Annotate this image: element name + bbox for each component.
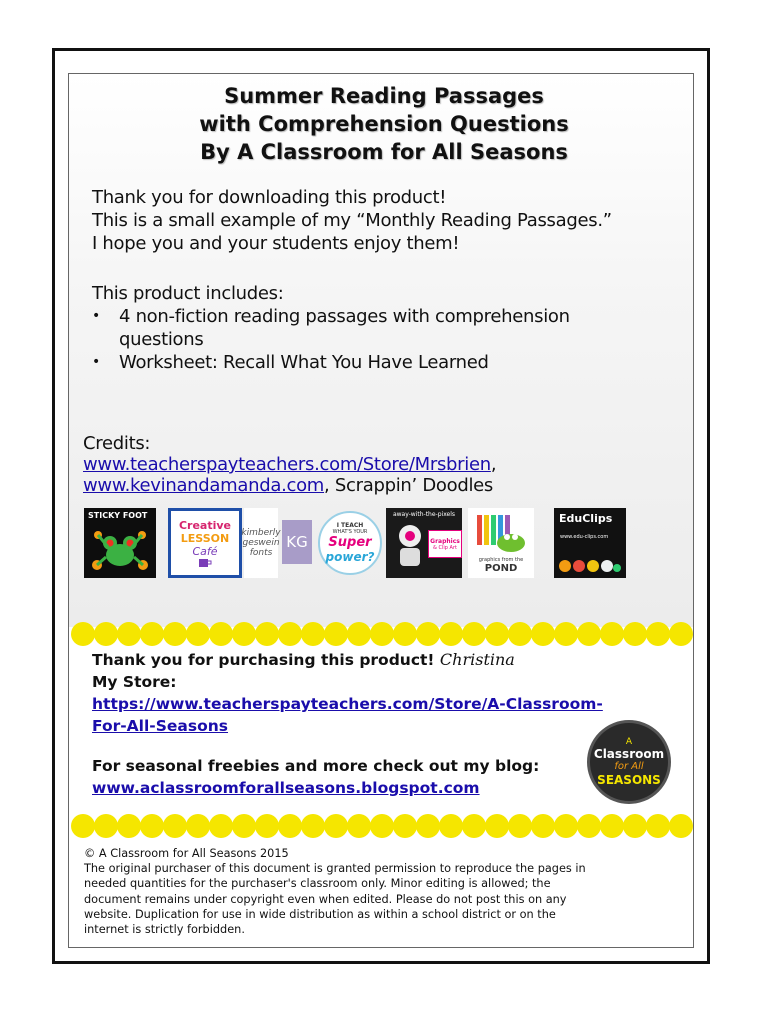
yellow-dot [577, 622, 601, 646]
yellow-dot [485, 814, 509, 838]
seal-line-3: for All [614, 761, 644, 772]
superpower-logo-line-3: Super [328, 535, 372, 550]
logo-superpower [318, 511, 382, 575]
title-line-1: Summer Reading Passages [224, 84, 544, 108]
yellow-dot [646, 622, 670, 646]
creative-lesson-logo-word-2: LESSON [180, 531, 230, 545]
product-includes [92, 282, 692, 374]
superpower-logo-line-4: power? [325, 550, 375, 564]
legal-line-5: internet is strictly forbidden. [84, 923, 245, 937]
yellow-dot-border-bottom [69, 814, 693, 838]
kimberly-logo-line-3: fonts [249, 548, 273, 558]
yellow-dot [117, 622, 141, 646]
yellow-dot [255, 622, 279, 646]
yellow-dot [393, 814, 417, 838]
document-title [34, 82, 734, 166]
yellow-dot-border-top [69, 622, 693, 646]
pixels-logo-line-2: Graphics [430, 537, 460, 545]
yellow-dot [347, 814, 371, 838]
credits-link-kevinandamanda[interactable]: www.kevinandamanda.com [83, 475, 325, 496]
seal-line-4: SEASONS [597, 773, 661, 787]
includes-list [92, 305, 692, 374]
signature-christina: Christina [439, 650, 515, 669]
logo-graphics-from-the-pond [468, 508, 534, 578]
creative-lesson-logo-word-3: Café [192, 544, 218, 558]
my-store-label: My Store: [92, 673, 177, 691]
yellow-dot [278, 622, 302, 646]
legal-line-3: document remains under copyright even when edited. Please do not post this on any [84, 892, 567, 906]
yellow-dot [117, 814, 141, 838]
pond-logo-line-1: graphics from the [478, 556, 524, 563]
yellow-dot [140, 622, 164, 646]
frog-icon [88, 521, 152, 577]
yellow-dot [623, 622, 647, 646]
intro-line-3: I hope you and your students enjoy them! [92, 233, 460, 254]
pond-logo-line-2: POND [484, 562, 518, 574]
includes-item: • 4 non-fiction reading passages with comprehension questions [92, 305, 659, 351]
yellow-dot [600, 814, 624, 838]
educlips-logo-title: EduClips [559, 512, 613, 525]
yellow-dot [393, 622, 417, 646]
robot-icon [390, 522, 430, 570]
title-line-3: By A Classroom for All Seasons [200, 140, 568, 164]
yellow-dot [669, 622, 693, 646]
yellow-dot [577, 814, 601, 838]
yellow-dot [301, 622, 325, 646]
credits-scrappin-doodles: Scrappin’ Doodles [329, 475, 494, 496]
sticky-foot-logo-label: STICKY FOOT [88, 511, 148, 520]
creative-lesson-logo-word-1: Creative [178, 518, 232, 532]
pencils-frog-icon [471, 513, 531, 557]
yellow-dot [600, 622, 624, 646]
logo-creative-lesson-cafe [168, 508, 242, 578]
credits-separator: , [324, 475, 330, 496]
copyright-notice [84, 846, 684, 937]
yellow-dot [163, 622, 187, 646]
seal-line-2: Classroom [593, 747, 665, 761]
yellow-dot [324, 814, 348, 838]
logo-kimberly-geswein [241, 508, 281, 578]
yellow-dot [554, 622, 578, 646]
yellow-dot [163, 814, 187, 838]
yellow-dot [462, 814, 486, 838]
seal-line-1: A [625, 737, 633, 747]
yellow-dot [531, 814, 555, 838]
yellow-dot [324, 622, 348, 646]
blog-link[interactable]: www.aclassroomforallseasons.blogspot.com [92, 779, 480, 797]
credits-section [83, 433, 683, 496]
yellow-dot [71, 622, 95, 646]
yellow-dot [186, 622, 210, 646]
yellow-dot [623, 814, 647, 838]
yellow-dot [209, 622, 233, 646]
yellow-dot [347, 622, 371, 646]
yellow-dot [301, 814, 325, 838]
credits-comma-1: , [490, 454, 497, 475]
yellow-dot [485, 622, 509, 646]
logo-away-with-the-pixels [386, 508, 462, 578]
yellow-dot [646, 814, 670, 838]
copyright-line: © A Classroom for All Seasons 2015 [84, 847, 289, 860]
coffee-cup-icon [197, 558, 213, 568]
intro-message [92, 186, 692, 255]
yellow-dot [439, 814, 463, 838]
superpower-logo-line-1: I TEACH [336, 522, 364, 529]
includes-item: • Worksheet: Recall What You Have Learned [92, 351, 692, 374]
logo-kg-mark [282, 520, 312, 564]
yellow-dot [140, 814, 164, 838]
classroom-for-all-seasons-seal [587, 720, 671, 804]
yellow-dot [531, 622, 555, 646]
store-link-line-1[interactable]: https://www.teacherspayteachers.com/Store/A-Classroom- [92, 695, 603, 713]
yellow-dot [278, 814, 302, 838]
yellow-dot [462, 622, 486, 646]
yellow-dot [209, 814, 233, 838]
store-link-line-2[interactable]: For-All-Seasons [92, 717, 229, 735]
yellow-dot [669, 814, 693, 838]
yellow-dot [370, 814, 394, 838]
logo-educlips [554, 508, 626, 578]
credits-heading: Credits: [83, 433, 151, 454]
yellow-dot [508, 622, 532, 646]
pixels-logo-line-1: away-with-the-pixels [392, 511, 456, 518]
yellow-dot [370, 622, 394, 646]
yellow-dot [255, 814, 279, 838]
legal-line-1: The original purchaser of this document is granted permission to reproduce the pages in [84, 862, 586, 876]
yellow-dot [508, 814, 532, 838]
logo-sticky-foot [84, 508, 156, 578]
yellow-dot [232, 622, 256, 646]
superpower-logo-line-2: WHAT'S YOUR [332, 529, 368, 535]
title-line-2: with Comprehension Questions [199, 112, 569, 136]
legal-line-4: website. Duplication for use in wide distribution as within a school district or on the [84, 907, 556, 921]
educlips-characters-icon [557, 554, 623, 576]
kg-logo-mark: KG [286, 533, 308, 551]
purchase-thanks: Thank you for purchasing this product! [92, 651, 435, 669]
yellow-dot [554, 814, 578, 838]
intro-line-2: This is a small example of my “Monthly Reading Passages.” [92, 210, 612, 231]
yellow-dot [94, 814, 118, 838]
credits-link-mrsbrien[interactable]: www.teacherspayteachers.com/Store/Mrsbrien [83, 454, 491, 475]
pixels-logo-line-3: & Clip Art [433, 544, 457, 551]
includes-heading: This product includes: [92, 283, 284, 304]
kimberly-logo-line-1: kimberly [241, 528, 281, 538]
yellow-dot [416, 622, 440, 646]
yellow-dot [71, 814, 95, 838]
yellow-dot [94, 622, 118, 646]
kimberly-logo-line-2: geswein [242, 538, 280, 548]
blog-label: For seasonal freebies and more check out my blog: [92, 757, 540, 775]
yellow-dot [232, 814, 256, 838]
educlips-logo-url: www.edu-clips.com [560, 534, 609, 540]
yellow-dot [186, 814, 210, 838]
yellow-dot [439, 622, 463, 646]
yellow-dot [416, 814, 440, 838]
intro-line-1: Thank you for downloading this product! [92, 187, 447, 208]
legal-line-2: needed quantities for the purchaser's classroom only. Minor editing is allowed; the [84, 877, 551, 891]
